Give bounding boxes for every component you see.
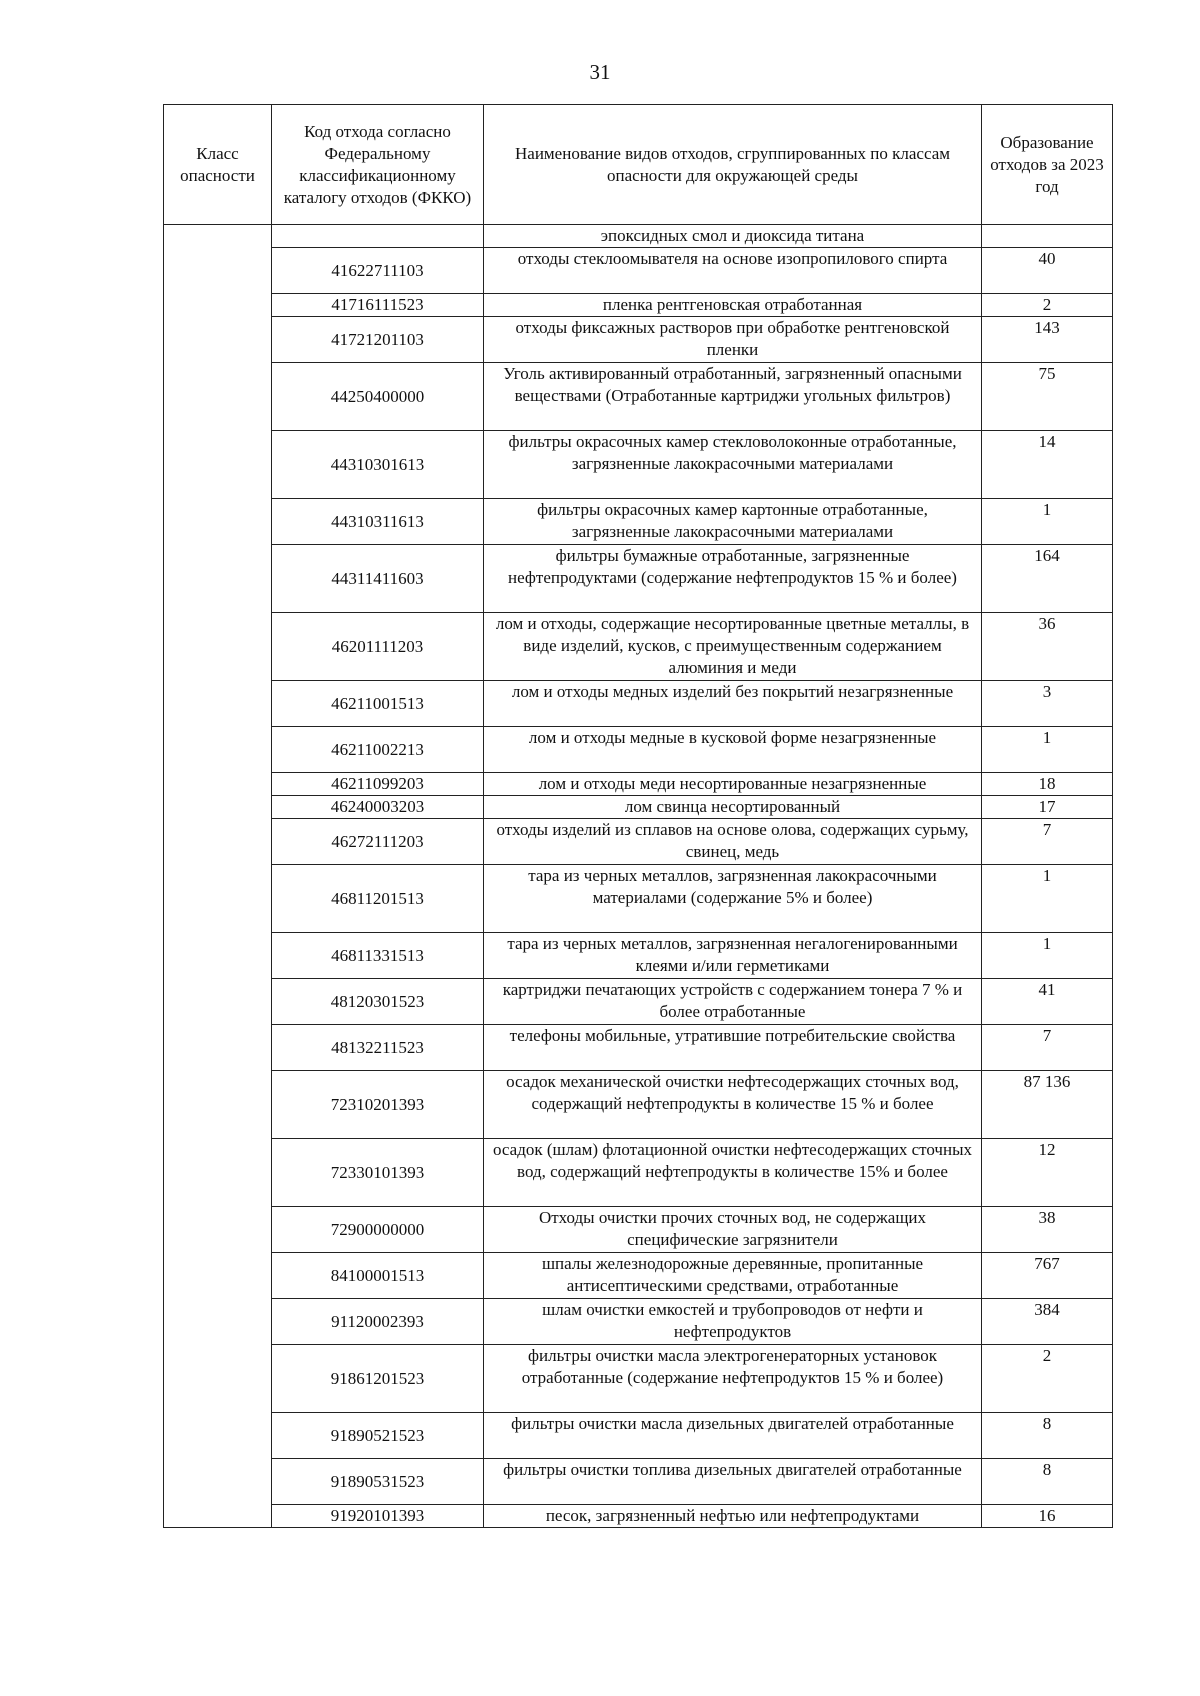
- code-cell: 44250400000: [272, 363, 484, 431]
- code-cell: 91120002393: [272, 1299, 484, 1345]
- table-row: [164, 865, 1113, 933]
- table-row: [164, 545, 1113, 613]
- amount-cell: 18: [982, 773, 1113, 796]
- header-class: Класс опасности: [164, 105, 272, 225]
- amount-cell: 143: [982, 317, 1113, 363]
- table-row: [164, 979, 1113, 1025]
- amount-cell: 2: [982, 294, 1113, 317]
- code-cell: 46240003203: [272, 796, 484, 819]
- waste-table: [163, 104, 1113, 1528]
- name-cell: лом и отходы медные в кусковой форме незагрязненные: [484, 727, 982, 773]
- table-row: [164, 1459, 1113, 1505]
- name-cell: лом и отходы меди несортированные незагрязненные: [484, 773, 982, 796]
- amount-cell: 767: [982, 1253, 1113, 1299]
- amount-cell: 8: [982, 1413, 1113, 1459]
- name-cell: пленка рентгеновская отработанная: [484, 294, 982, 317]
- table-row: [164, 796, 1113, 819]
- table-row: [164, 1345, 1113, 1413]
- amount-cell: 36: [982, 613, 1113, 681]
- name-cell: эпоксидных смол и диоксида титана: [484, 225, 982, 248]
- name-cell: телефоны мобильные, утратившие потребительские свойства: [484, 1025, 982, 1071]
- name-cell: картриджи печатающих устройств с содержанием тонера 7 % и более отработанные: [484, 979, 982, 1025]
- name-cell: фильтры бумажные отработанные, загрязненные нефтепродуктами (содержание нефтепродуктов 15 % и более): [484, 545, 982, 613]
- table-row: [164, 248, 1113, 294]
- amount-cell: 1: [982, 933, 1113, 979]
- code-cell: 44310301613: [272, 431, 484, 499]
- amount-cell: 1: [982, 727, 1113, 773]
- amount-cell: 38: [982, 1207, 1113, 1253]
- amount-cell: 41: [982, 979, 1113, 1025]
- amount-cell: 87 136: [982, 1071, 1113, 1139]
- amount-cell: 40: [982, 248, 1113, 294]
- code-cell: 46272111203: [272, 819, 484, 865]
- name-cell: лом и отходы, содержащие несортированные цветные металлы, в виде изделий, кусков, с преимущественным содержанием алюминия и меди: [484, 613, 982, 681]
- name-cell: осадок (шлам) флотационной очистки нефтесодержащих сточных вод, содержащий нефтепродукты в количестве 15% и более: [484, 1139, 982, 1207]
- header-amount: Образование отходов за 2023 год: [982, 105, 1113, 225]
- code-cell: 84100001513: [272, 1253, 484, 1299]
- table-row: [164, 819, 1113, 865]
- table-row: [164, 613, 1113, 681]
- name-cell: отходы стеклоомывателя на основе изопропилового спирта: [484, 248, 982, 294]
- code-cell: 41716111523: [272, 294, 484, 317]
- name-cell: фильтры окрасочных камер стекловолоконные отработанные, загрязненные лакокрасочными материалами: [484, 431, 982, 499]
- amount-cell: 7: [982, 819, 1113, 865]
- code-cell: 46211099203: [272, 773, 484, 796]
- name-cell: фильтры очистки масла дизельных двигателей отработанные: [484, 1413, 982, 1459]
- name-cell: фильтры очистки топлива дизельных двигателей отработанные: [484, 1459, 982, 1505]
- amount-cell: 1: [982, 499, 1113, 545]
- table-row: [164, 1071, 1113, 1139]
- table-row: [164, 1253, 1113, 1299]
- code-cell: 44311411603: [272, 545, 484, 613]
- name-cell: отходы изделий из сплавов на основе олова, содержащих сурьму, свинец, медь: [484, 819, 982, 865]
- table-body: [164, 225, 1113, 1528]
- code-cell: 41622711103: [272, 248, 484, 294]
- table-header-row: [164, 105, 1113, 225]
- table-row: [164, 933, 1113, 979]
- table-row: [164, 225, 1113, 248]
- code-cell: 91890531523: [272, 1459, 484, 1505]
- amount-cell: 164: [982, 545, 1113, 613]
- name-cell: шпалы железнодорожные деревянные, пропитанные антисептическими средствами, отработанные: [484, 1253, 982, 1299]
- code-cell: 46211002213: [272, 727, 484, 773]
- table-row: [164, 1299, 1113, 1345]
- page-number: 31: [589, 60, 611, 84]
- code-cell: 91890521523: [272, 1413, 484, 1459]
- code-cell: 48132211523: [272, 1025, 484, 1071]
- code-cell: 46201111203: [272, 613, 484, 681]
- header-code: Код отхода согласно Федеральному классификационному каталогу отходов (ФККО): [272, 105, 484, 225]
- code-cell: 41721201103: [272, 317, 484, 363]
- code-cell: 46811201513: [272, 865, 484, 933]
- code-cell: [272, 225, 484, 248]
- name-cell: Отходы очистки прочих сточных вод, не содержащих специфические загрязнители: [484, 1207, 982, 1253]
- name-cell: фильтры окрасочных камер картонные отработанные, загрязненные лакокрасочными материалами: [484, 499, 982, 545]
- code-cell: 72900000000: [272, 1207, 484, 1253]
- name-cell: лом свинца несортированный: [484, 796, 982, 819]
- table-row: [164, 727, 1113, 773]
- amount-cell: 384: [982, 1299, 1113, 1345]
- table-row: [164, 773, 1113, 796]
- table-row: [164, 294, 1113, 317]
- amount-cell: 75: [982, 363, 1113, 431]
- code-cell: 46211001513: [272, 681, 484, 727]
- name-cell: Уголь активированный отработанный, загрязненный опасными веществами (Отработанные картриджи угольных фильтров): [484, 363, 982, 431]
- amount-cell: 2: [982, 1345, 1113, 1413]
- name-cell: шлам очистки емкостей и трубопроводов от нефти и нефтепродуктов: [484, 1299, 982, 1345]
- table-row: [164, 1207, 1113, 1253]
- table-row: [164, 431, 1113, 499]
- header-name: Наименование видов отходов, сгруппированных по классам опасности для окружающей среды: [484, 105, 982, 225]
- table-row: [164, 1025, 1113, 1071]
- name-cell: осадок механической очистки нефтесодержащих сточных вод, содержащий нефтепродукты в количестве 15 % и более: [484, 1071, 982, 1139]
- amount-cell: 7: [982, 1025, 1113, 1071]
- amount-cell: 16: [982, 1505, 1113, 1528]
- name-cell: отходы фиксажных растворов при обработке рентгеновской пленки: [484, 317, 982, 363]
- amount-cell: 8: [982, 1459, 1113, 1505]
- table-row: [164, 1139, 1113, 1207]
- code-cell: 91920101393: [272, 1505, 484, 1528]
- code-cell: 46811331513: [272, 933, 484, 979]
- amount-cell: 12: [982, 1139, 1113, 1207]
- amount-cell: 14: [982, 431, 1113, 499]
- table-row: [164, 681, 1113, 727]
- name-cell: тара из черных металлов, загрязненная лакокрасочными материалами (содержание 5% и более): [484, 865, 982, 933]
- name-cell: тара из черных металлов, загрязненная негалогенированными клеями и/или герметиками: [484, 933, 982, 979]
- amount-cell: [982, 225, 1113, 248]
- amount-cell: 1: [982, 865, 1113, 933]
- name-cell: фильтры очистки масла электрогенераторных установок отработанные (содержание нефтепродуктов 15 % и более): [484, 1345, 982, 1413]
- code-cell: 91861201523: [272, 1345, 484, 1413]
- amount-cell: 17: [982, 796, 1113, 819]
- table-row: [164, 363, 1113, 431]
- name-cell: лом и отходы медных изделий без покрытий незагрязненные: [484, 681, 982, 727]
- name-cell: песок, загрязненный нефтью или нефтепродуктами: [484, 1505, 982, 1528]
- code-cell: 72330101393: [272, 1139, 484, 1207]
- table-row: [164, 499, 1113, 545]
- table-row: [164, 1505, 1113, 1528]
- code-cell: 44310311613: [272, 499, 484, 545]
- amount-cell: 3: [982, 681, 1113, 727]
- code-cell: 48120301523: [272, 979, 484, 1025]
- class-cell: [164, 225, 272, 1528]
- code-cell: 72310201393: [272, 1071, 484, 1139]
- table-row: [164, 317, 1113, 363]
- table-row: [164, 1413, 1113, 1459]
